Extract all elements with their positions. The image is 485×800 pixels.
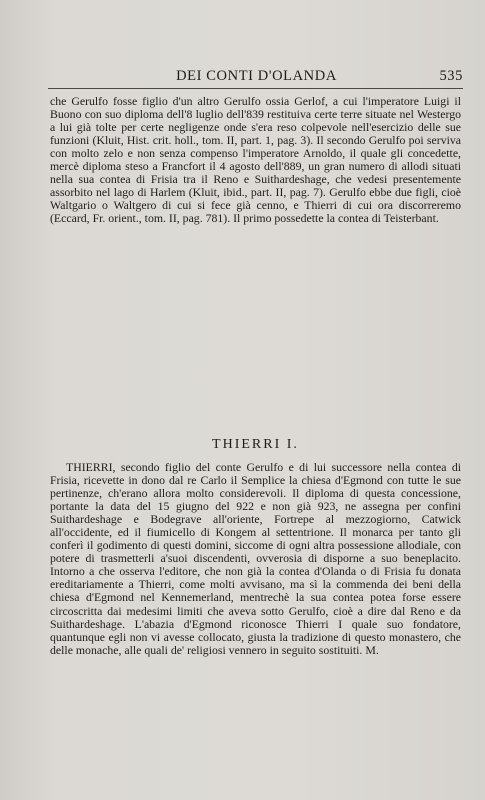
- section-heading: THIERRI I.: [212, 437, 299, 452]
- header-rule: [48, 88, 463, 89]
- body-paragraph-2: THIERRI, secondo figlio del conte Gerulfo e di lui successore nella contea di Frisia, ricevette in dono dal re Carlo il Semplice la chiesa d'Egmond con tutte le sue pertinenze, ch'erano allora molto considerevoli. Il diploma di questa concessione, portante la data del 15 giugno del 922 e non già 923, ne assegna per confini Suithardeshage e Bodegrave all'oriente, Fortrepe al mezzogiorno, Catwick all'occidente, ed il fiumicello di Kongem al settentrione. Il monarca per tanto gli conferì il godimento di questi domini, siccome di ogni altra possessione allodiale, con potere di trasmetterli a'suoi discendenti, ovverosia di disporne a suo beneplacito. Intorno a che osserva l'editore, che non già la contea d'Olanda o di Frisia fu donata ereditariamente a Thierri, come molti avvisano, ma sì la commenda dei beni della chiesa d'Egmond nel Kennemerland, mentrechè la sua contea potea forse essere circoscritta dai medesimi limiti che aveva sotto Gerulfo, cioè a dire dal Reno e da Suithardeshage. L'abazia d'Egmond riconosce Thierri I quale suo fondatore, quantunque egli non vi avesse collocato, giusta la tradizione di questo monastero, che delle monache, alle quali de' religiosi vennero in seguito sostituiti. M.: [50, 460, 461, 657]
- body-paragraph-1: che Gerulfo fosse figlio d'un altro Gerulfo ossia Gerlof, a cui l'imperatore Luigi il Buono con suo diploma dell'8 luglio dell'839 restituiva certe terre situate nel Westergo a lui già tolte per certe negligenze onde s'era reso colpevole nell'esercizio delle sue funzioni (Kluit, Hist. crit. holl., tom. II, part. 1, pag. 3). Il secondo Gerulfo poi serviva con molto zelo e non senza compenso l'imperatore Arnoldo, il quale gli concedette, mercè diploma steso a Francfort il 4 agosto dell'889, un gran numero di allodi situati nella sua contea di Frisia tra il Reno e Suithardeshage, che vedesi presentemente assorbito nel lago di Harlem (Kluit, ibid., part. II, pag. 7). Gerulfo ebbe due figli, cioè Waltgario o Waltgero di cui si fece già cenno, e Thierri di cui ora discorreremo (Eccard, Fr. orient., tom. II, pag. 781). Il primo possedette la contea di Teisterbant.: [50, 94, 461, 226]
- running-title: DEI CONTI D'OLANDA: [176, 68, 337, 84]
- page-number: 535: [439, 68, 463, 84]
- page-header: [50, 68, 463, 88]
